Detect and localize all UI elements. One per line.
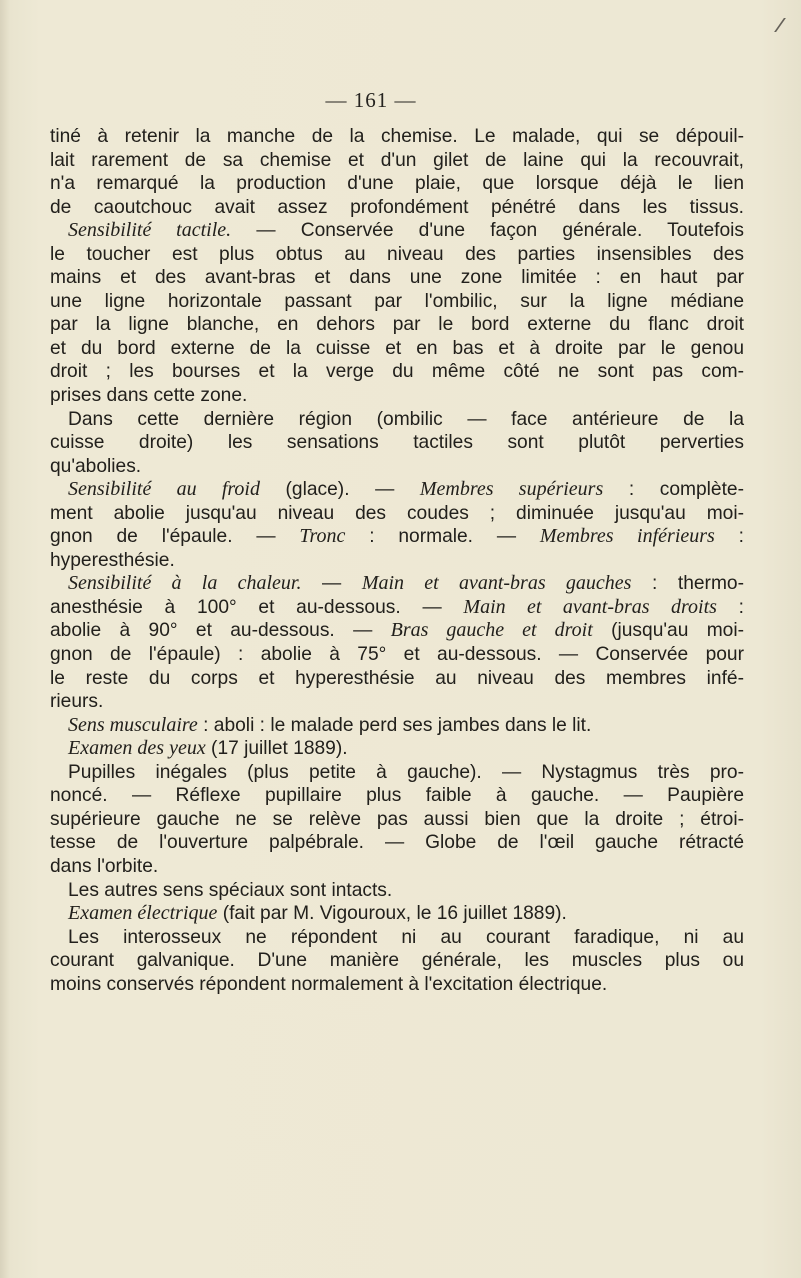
page-number: — 161 — xyxy=(325,88,417,112)
italic-run: Sensibilité au froid xyxy=(68,478,260,501)
text-line xyxy=(50,196,744,220)
text-line xyxy=(50,172,744,196)
text-run: : aboli : le malade perd ses jambes dans le lit. xyxy=(197,714,592,736)
text-line xyxy=(50,525,744,549)
margin-pencil-mark xyxy=(764,18,786,32)
text-run: noncé. — Réflexe pupillaire plus faible à gauche. — Paupière xyxy=(50,785,744,807)
text-line xyxy=(50,219,744,243)
italic-run: Sens musculaire xyxy=(68,713,198,736)
text-run: Les autres sens spéciaux sont intacts. xyxy=(68,879,393,901)
text-line xyxy=(50,502,744,526)
text-run: tiné à retenir la manche de la chemise. Le malade, qui se dépouil- xyxy=(50,126,744,147)
text-run: : complète- xyxy=(603,479,744,501)
text-run: par la ligne blanche, en dehors par le bord externe du flanc droit xyxy=(50,314,744,336)
text-line xyxy=(50,572,744,596)
text-run: (glace). — xyxy=(259,479,420,501)
text-line xyxy=(50,831,744,855)
text-run: de caoutchouc avait assez profondément pénétré dans les tissus. xyxy=(50,196,744,218)
text-line xyxy=(50,431,744,455)
text-line xyxy=(50,360,744,384)
text-line xyxy=(50,855,744,879)
text-line xyxy=(50,643,744,667)
text-line xyxy=(50,973,744,997)
text-line xyxy=(50,313,744,337)
text-line xyxy=(50,549,744,573)
text-run: : xyxy=(716,596,745,618)
text-line xyxy=(50,455,744,479)
italic-run: Sensibilité à la chaleur. xyxy=(68,572,302,595)
text-run: — xyxy=(301,573,362,595)
text-run: : thermo- xyxy=(631,573,744,595)
text-run: n'a remarqué la production d'une plaie, que lorsque déjà le lien xyxy=(50,173,744,195)
text-run: courant galvanique. D'une manière générale, les muscles plus ou xyxy=(50,950,744,972)
italic-run: Tronc xyxy=(299,525,346,548)
text-run: mains et des avant-bras et dans une zone limitée : en haut par xyxy=(50,267,744,289)
text-run: gnon de l'épaule) : abolie à 75° et au-dessous. — Conservée pour xyxy=(50,644,744,666)
text-run: supérieure gauche ne se relève pas aussi bien que la droite ; étroi- xyxy=(50,808,744,830)
italic-run: Examen des yeux xyxy=(68,737,206,760)
text-run: tesse de l'ouverture palpébrale. — Globe de l'œil gauche rétracté xyxy=(50,832,744,854)
text-run: rieurs. xyxy=(50,691,104,713)
body-text xyxy=(50,125,744,996)
text-run: (jusqu'au moi- xyxy=(592,620,745,642)
text-run: prises dans cette zone. xyxy=(50,385,248,407)
text-line xyxy=(50,243,744,267)
italic-run: Membres supérieurs xyxy=(419,478,604,501)
text-line xyxy=(50,902,744,926)
text-line xyxy=(50,596,744,620)
text-line xyxy=(50,149,744,173)
text-run: une ligne horizontale passant par l'ombilic, sur la ligne médiane xyxy=(50,290,744,312)
text-line xyxy=(50,690,744,714)
text-line xyxy=(50,737,744,761)
italic-run: Sensibilité tactile. xyxy=(68,219,232,242)
text-run: ment abolie jusqu'au niveau des coudes ; diminuée jusqu'au moi- xyxy=(50,502,744,524)
text-run: dans l'orbite. xyxy=(50,855,159,877)
text-run: le reste du corps et hyperesthésie au niveau des membres infé- xyxy=(50,667,744,689)
text-line xyxy=(50,714,744,738)
text-run: Les interosseux ne répondent ni au courant faradique, ni au xyxy=(68,926,744,948)
text-line xyxy=(50,125,744,149)
text-run: gnon de l'épaule. — xyxy=(50,526,300,548)
text-run: anesthésie à 100° et au-dessous. — xyxy=(50,596,464,618)
text-line xyxy=(50,926,744,950)
text-run: : normale. — xyxy=(345,526,540,548)
text-run: cuisse droite) les sensations tactiles sont plutôt perverties xyxy=(50,432,744,454)
italic-run: Main et avant-bras droits xyxy=(463,595,717,618)
italic-run: Main et avant-bras gauches xyxy=(361,572,632,595)
text-run: (17 juillet 1889). xyxy=(205,738,348,760)
text-line xyxy=(50,808,744,832)
text-line xyxy=(50,667,744,691)
text-line xyxy=(50,478,744,502)
text-run: — Conservée d'une façon générale. Toutefois xyxy=(231,220,744,242)
text-line xyxy=(50,949,744,973)
italic-run: Examen électrique xyxy=(68,902,218,925)
text-line xyxy=(50,266,744,290)
text-run: hyperesthésie. xyxy=(50,549,175,571)
text-run: (fait par M. Vigouroux, le 16 juillet 1889). xyxy=(217,903,567,925)
text-run: moins conservés répondent normalement à l'excitation électrique. xyxy=(50,973,608,995)
text-line xyxy=(50,337,744,361)
text-line xyxy=(50,879,744,903)
text-line xyxy=(50,761,744,785)
text-line xyxy=(50,619,744,643)
text-run: le toucher est plus obtus au niveau des parties insensibles des xyxy=(50,243,744,265)
text-run: lait rarement de sa chemise et d'un gilet de laine qui la recouvrait, xyxy=(50,149,744,171)
text-run: qu'abolies. xyxy=(50,455,142,477)
italic-run: Membres inférieurs xyxy=(539,525,715,548)
text-run: droit ; les bourses et la verge du même côté ne sont pas com- xyxy=(50,361,744,383)
italic-run: Bras gauche et droit xyxy=(390,619,593,642)
text-line xyxy=(50,784,744,808)
text-run: Pupilles inégales (plus petite à gauche). — Nystagmus très pro- xyxy=(68,761,744,783)
text-run: et du bord externe de la cuisse et en bas et à droite par le genou xyxy=(50,337,744,359)
text-run: Dans cette dernière région (ombilic — face antérieure de la xyxy=(68,408,744,430)
text-line xyxy=(50,290,744,314)
text-run: : xyxy=(714,526,744,548)
text-line xyxy=(50,384,744,408)
text-run: abolie à 90° et au-dessous. — xyxy=(50,620,391,642)
text-line xyxy=(50,408,744,432)
